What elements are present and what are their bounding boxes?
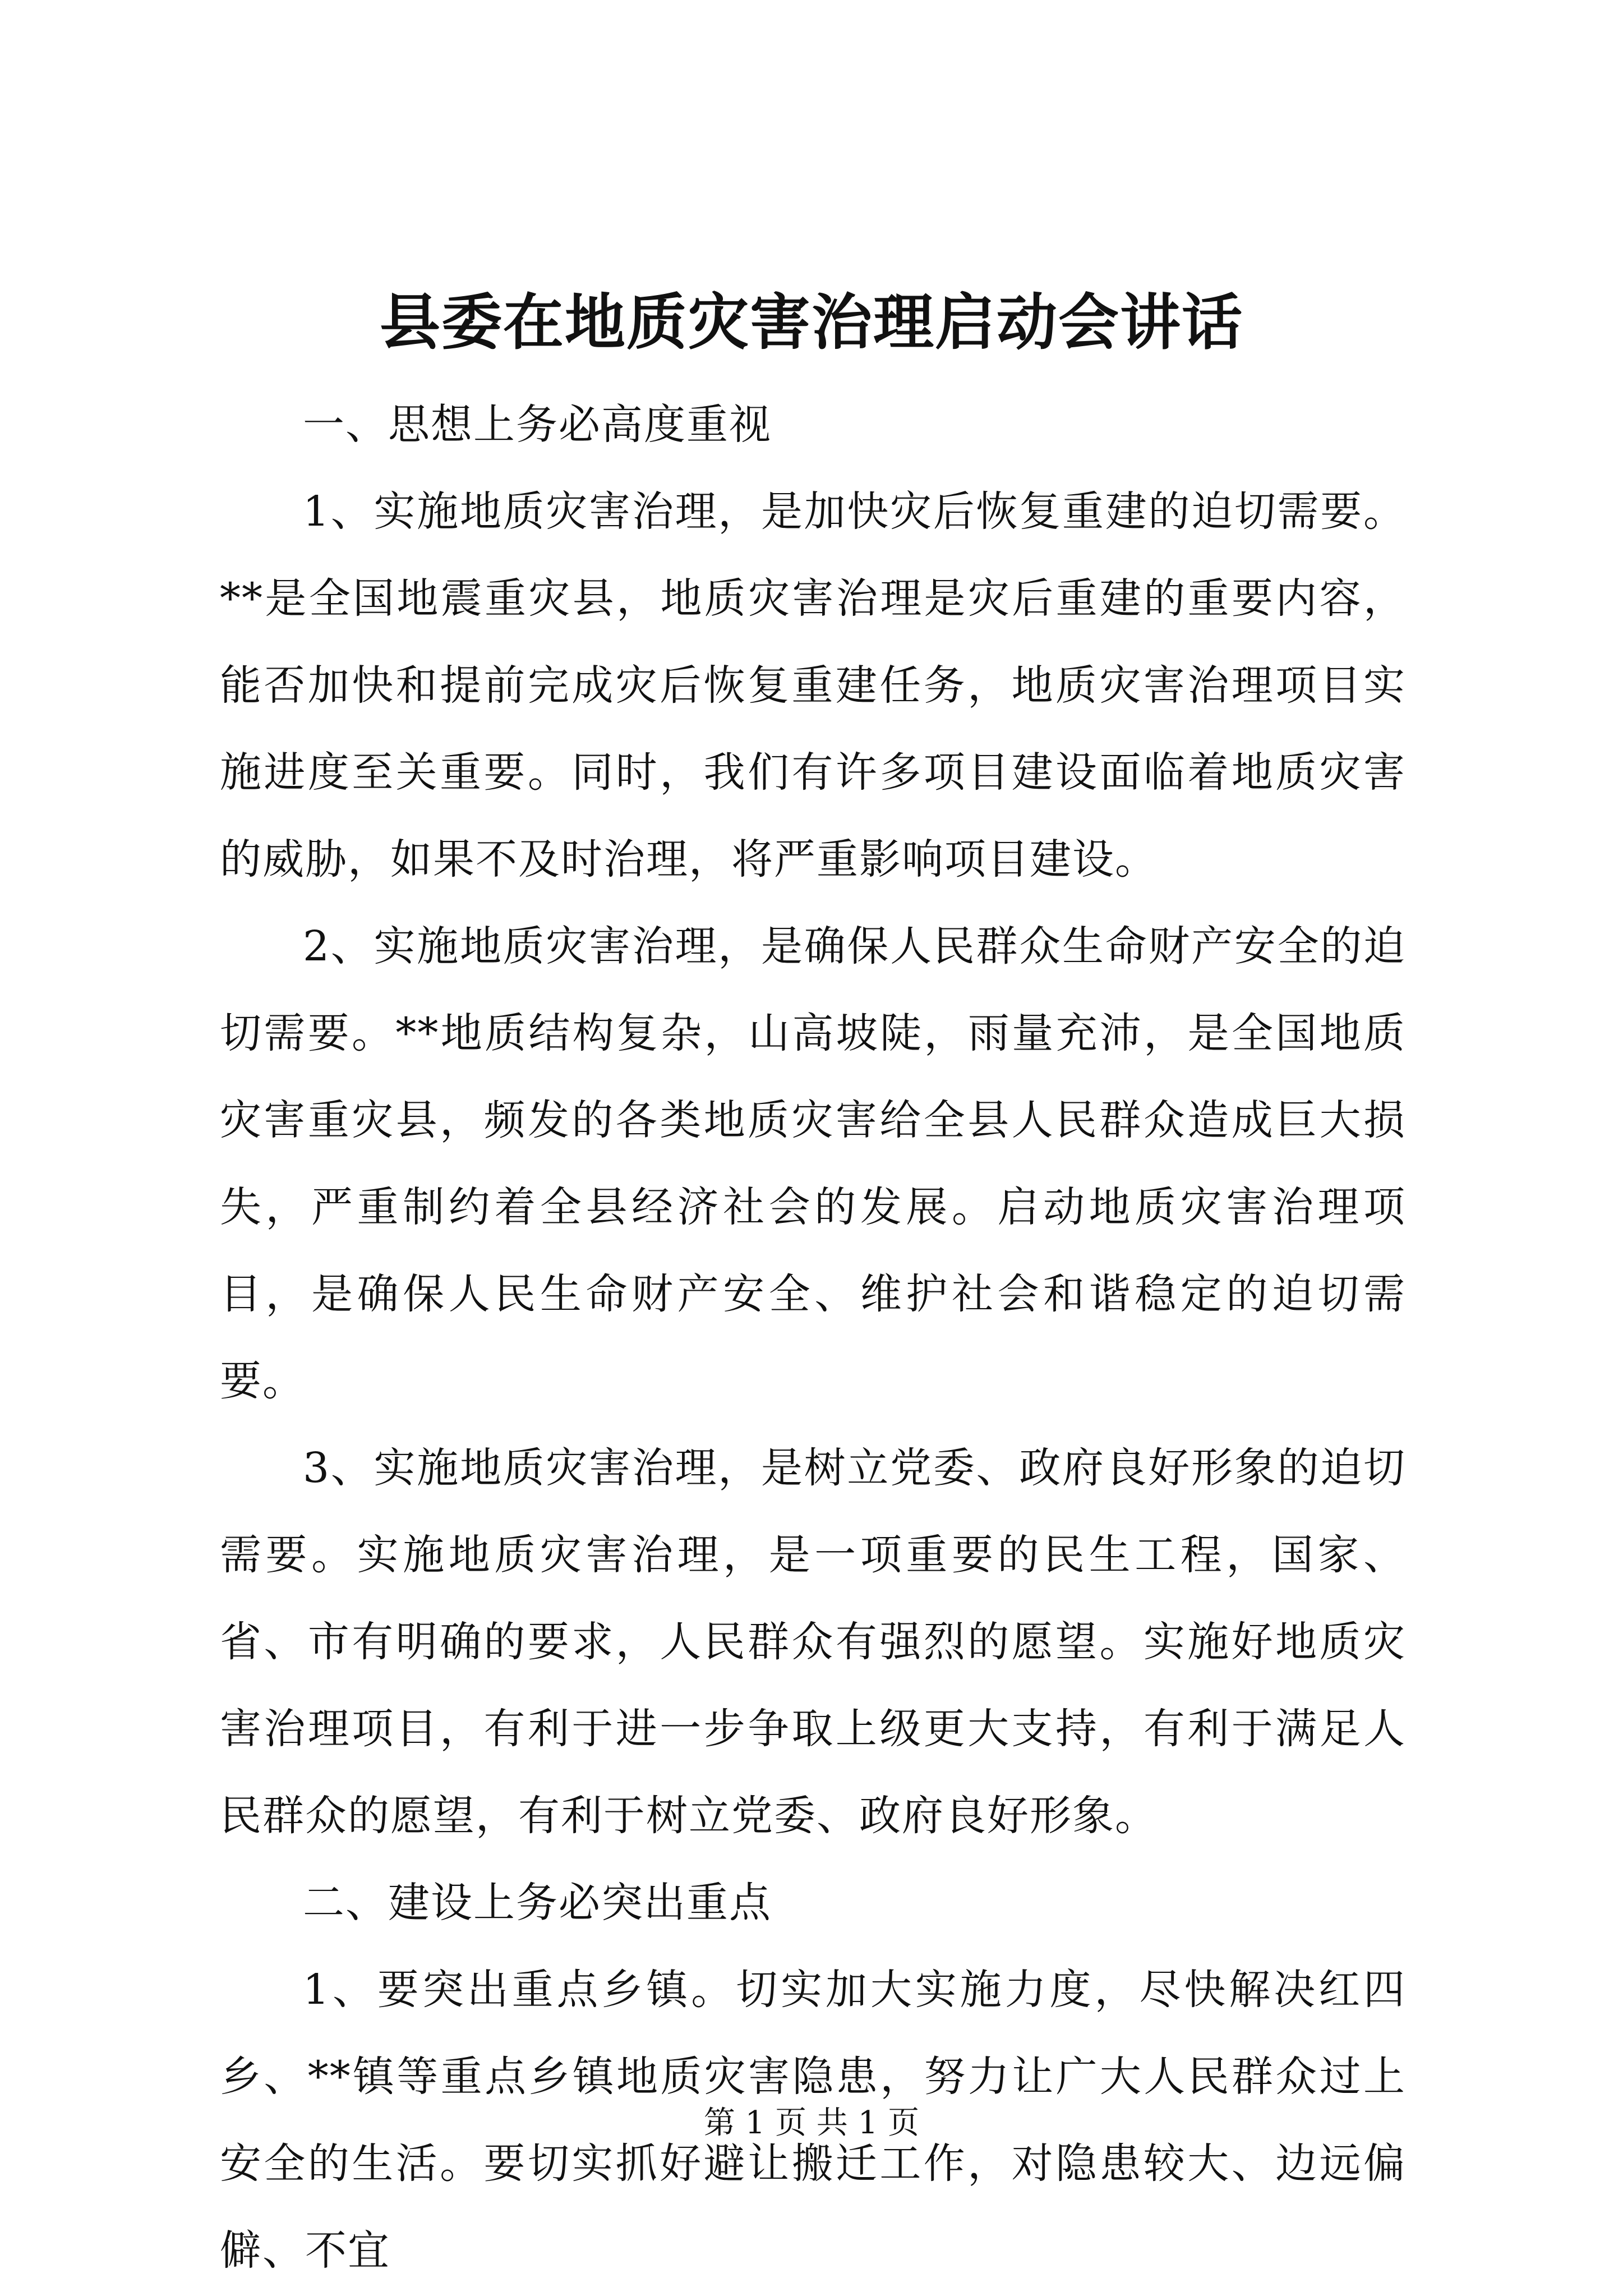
document-body: [220, 381, 1406, 2294]
paragraph: 1、要突出重点乡镇。切实加大实施力度，尽快解决红四乡、**镇等重点乡镇地质灾害隐患，努力让广大人民群众过上安全的生活。要切实抓好避让搬迁工作，对隐患较大、边远偏僻、不宜: [220, 1966, 1406, 2275]
section-heading-1: 一、思想上务必高度重视: [303, 401, 772, 449]
paragraph: 2、实施地质灾害治理，是确保人民群众生命财产安全的迫切需要。**地质结构复杂，山高坡陡，雨量充沛，是全国地质灾害重灾县，频发的各类地质灾害给全县人民群众造成巨大损失，严重制约着全县经济社会的发展。启动地质灾害治理项目，是确保人民生命财产安全、维护社会和谐稳定的迫切需要。: [220, 922, 1406, 1405]
paragraph: 3、实施地质灾害治理，是树立党委、政府良好形象的迫切需要。实施地质灾害治理，是一项重要的民生工程，国家、省、市有明确的要求，人民群众有强烈的愿望。实施好地质灾害治理项目，有利于进一步争取上级更大支持，有利于满足人民群众的愿望，有利于树立党委、政府良好形象。: [220, 1444, 1406, 1840]
section-heading-2: 二、建设上务必突出重点: [303, 1879, 772, 1927]
page-footer: 第 1 页 共 1 页: [703, 2105, 920, 2141]
document-title: 县委在地质灾害治理启动会讲话: [379, 287, 1243, 358]
paragraph: 1、实施地质灾害治理，是加快灾后恢复重建的迫切需要。**是全国地震重灾县，地质灾害治理是灾后重建的重要内容，能否加快和提前完成灾后恢复重建任务，地质灾害治理项目实施进度至关重要。同时，我们有许多项目建设面临着地质灾害的威胁，如果不及时治理，将严重影响项目建设。: [220, 487, 1406, 884]
